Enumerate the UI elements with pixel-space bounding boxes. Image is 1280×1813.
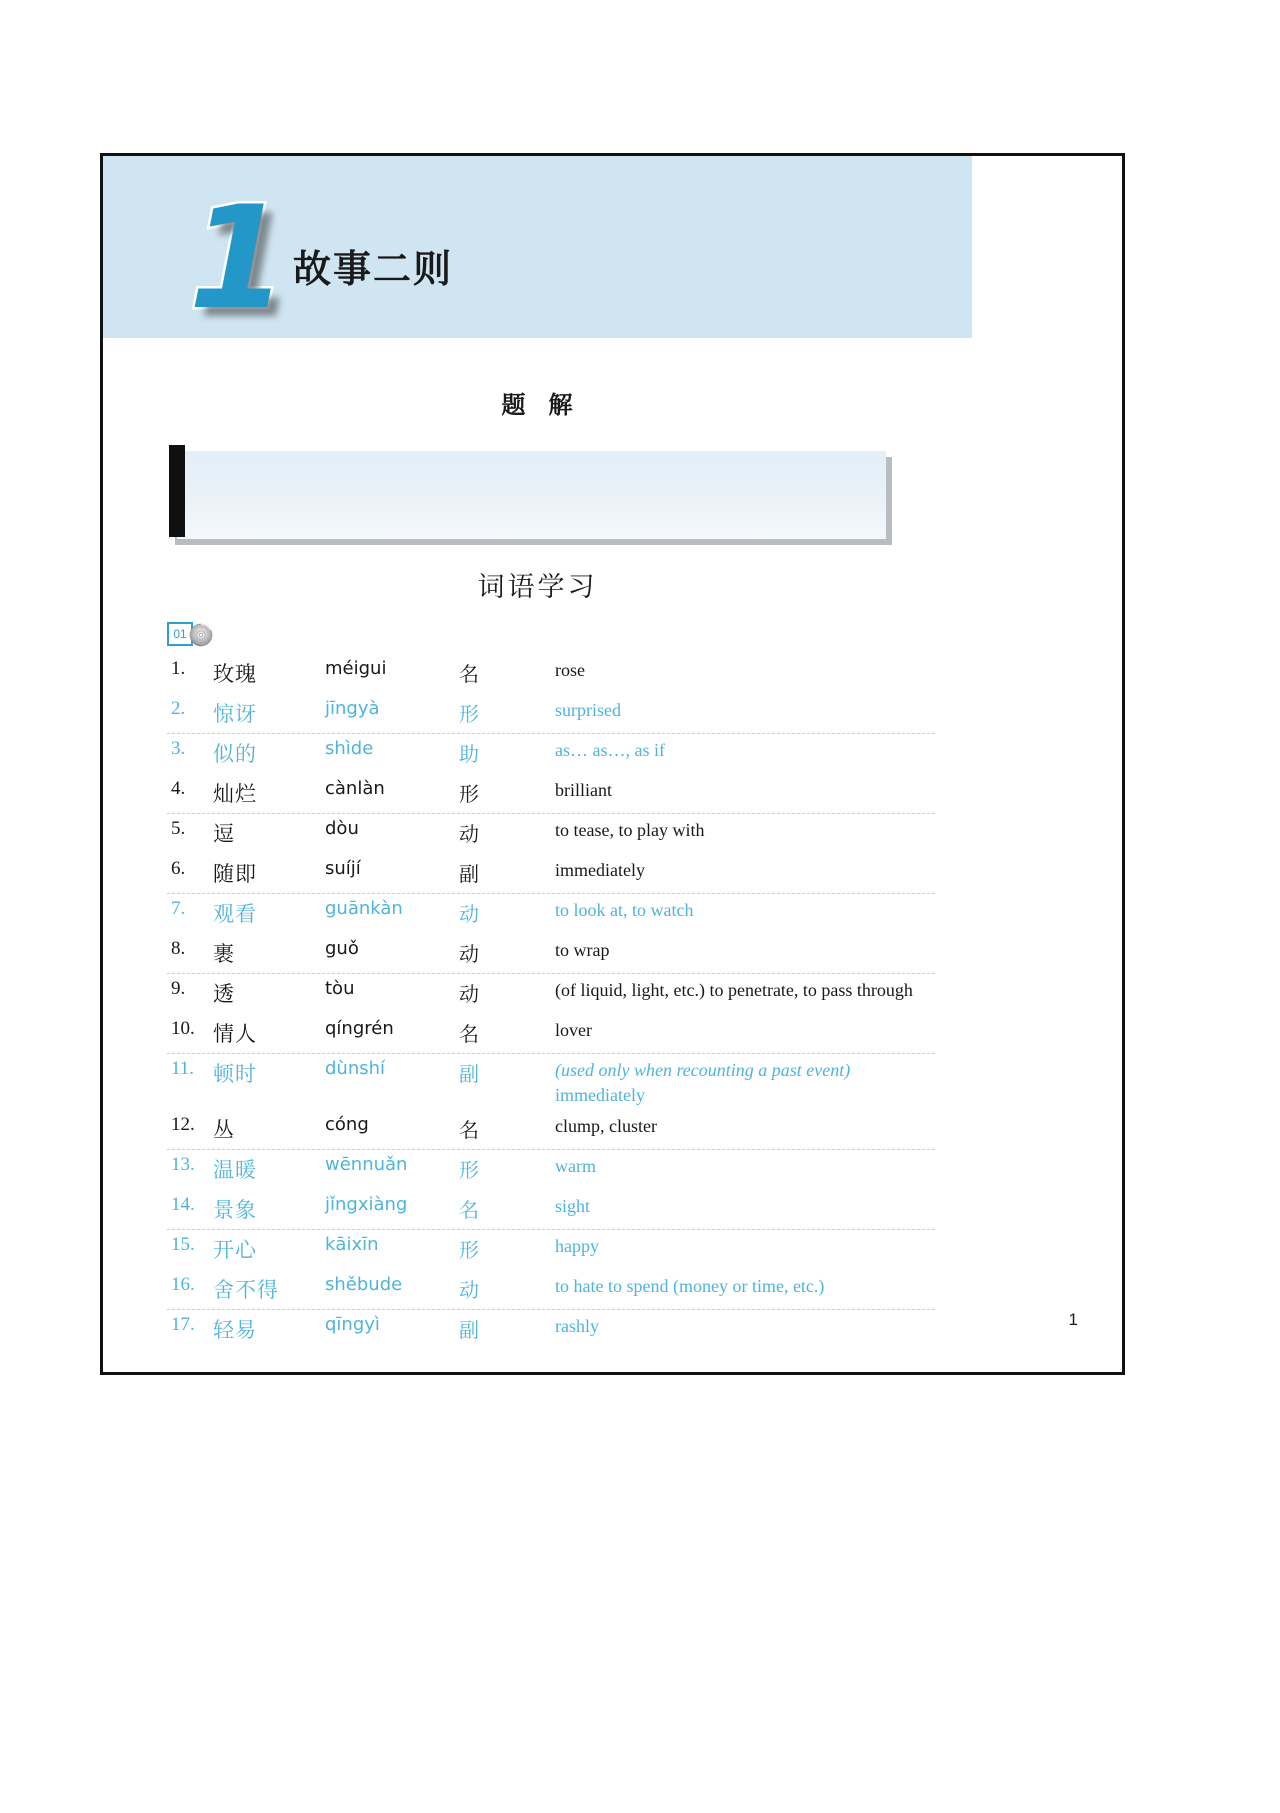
quote-accent-bar xyxy=(169,445,185,537)
vocabulary-row xyxy=(167,694,927,734)
vocabulary-row xyxy=(167,654,927,694)
vocabulary-word: 温暖 xyxy=(213,1158,257,1182)
vocabulary-definition: to look at, to watch xyxy=(555,900,694,920)
vocabulary-row xyxy=(167,1054,927,1110)
quote-box xyxy=(177,451,886,539)
vocabulary-pinyin: jīngyà xyxy=(325,698,380,719)
vocabulary-definition: warm xyxy=(555,1156,596,1176)
vocabulary-part-of-speech: 形 xyxy=(459,784,479,806)
vocabulary-word: 景象 xyxy=(213,1198,257,1222)
section-heading-tijie xyxy=(103,385,972,420)
vocabulary-index: 7. xyxy=(171,898,186,919)
vocabulary-definition: to wrap xyxy=(555,940,610,960)
quote-callout xyxy=(169,451,886,539)
vocabulary-part-of-speech: 动 xyxy=(459,1280,479,1302)
vocabulary-pinyin: cànlàn xyxy=(325,778,385,799)
vocabulary-index: 12. xyxy=(171,1114,195,1135)
section-heading-vocabulary: 词语学习 xyxy=(477,572,598,603)
vocabulary-word: 逗 xyxy=(213,822,235,846)
vocabulary-index: 15. xyxy=(171,1234,195,1255)
vocabulary-word: 随即 xyxy=(213,862,257,886)
vocabulary-word: 观看 xyxy=(213,902,257,926)
vocabulary-pinyin: dòu xyxy=(325,818,359,839)
vocabulary-definition: lover xyxy=(555,1020,592,1040)
vocabulary-definition: rose xyxy=(555,660,585,680)
vocabulary-word: 透 xyxy=(213,982,235,1006)
vocabulary-part-of-speech: 形 xyxy=(459,704,479,726)
vocabulary-row xyxy=(167,734,927,774)
vocabulary-part-of-speech: 形 xyxy=(459,1240,479,1262)
vocabulary-pinyin: shìde xyxy=(325,738,374,759)
vocabulary-word: 似的 xyxy=(213,742,257,766)
vocabulary-part-of-speech: 动 xyxy=(459,984,479,1006)
vocabulary-part-of-speech: 形 xyxy=(459,1160,479,1182)
vocabulary-pinyin: qíngrén xyxy=(325,1018,394,1039)
vocabulary-word: 玫瑰 xyxy=(213,662,257,686)
vocabulary-index: 2. xyxy=(171,698,186,719)
vocabulary-part-of-speech: 动 xyxy=(459,944,479,966)
vocabulary-row xyxy=(167,894,927,934)
vocabulary-index: 6. xyxy=(171,858,186,879)
vocabulary-part-of-speech: 名 xyxy=(459,1200,479,1222)
vocabulary-pinyin: qīngyì xyxy=(325,1314,380,1335)
vocabulary-pinyin: suíjí xyxy=(325,858,361,879)
chapter-number: 1 xyxy=(188,176,284,341)
vocabulary-part-of-speech: 名 xyxy=(459,664,479,686)
vocabulary-definition: to hate to spend (money or time, etc.) xyxy=(555,1276,825,1296)
audio-track-marker[interactable] xyxy=(167,622,225,648)
vocabulary-word: 舍不得 xyxy=(213,1278,279,1302)
vocabulary-definition: to tease, to play with xyxy=(555,820,705,840)
vocabulary-definition: clump, cluster xyxy=(555,1116,657,1136)
vocabulary-index: 16. xyxy=(171,1274,195,1295)
vocabulary-definition xyxy=(555,1058,927,1108)
vocabulary-row xyxy=(167,854,927,894)
vocabulary-definition: brilliant xyxy=(555,780,612,800)
vocabulary-pinyin: cóng xyxy=(325,1114,369,1135)
vocabulary-part-of-speech: 副 xyxy=(459,1320,479,1342)
vocabulary-definition: happy xyxy=(555,1236,599,1256)
vocabulary-part-of-speech: 副 xyxy=(459,1064,479,1086)
vocabulary-definition: surprised xyxy=(555,700,621,720)
vocabulary-word: 轻易 xyxy=(213,1318,257,1342)
vocabulary-word: 丛 xyxy=(213,1118,235,1142)
cd-disc-icon xyxy=(189,623,213,647)
vocabulary-index: 11. xyxy=(171,1058,195,1079)
vocabulary-pinyin: jǐngxiàng xyxy=(325,1194,408,1215)
tijie-heading-char-2: 解 xyxy=(548,393,574,419)
vocabulary-pinyin: guǒ xyxy=(325,938,359,959)
vocabulary-list xyxy=(167,654,927,1350)
chapter-banner xyxy=(103,156,972,341)
vocabulary-row xyxy=(167,934,927,974)
page-title: 故事二则 xyxy=(293,249,454,291)
vocabulary-row xyxy=(167,974,927,1014)
vocabulary-row xyxy=(167,1190,927,1230)
vocabulary-index: 14. xyxy=(171,1194,195,1215)
vocabulary-row xyxy=(167,774,927,814)
vocabulary-index: 4. xyxy=(171,778,186,799)
vocabulary-part-of-speech: 动 xyxy=(459,824,479,846)
audio-track-number: 01 xyxy=(167,622,193,646)
vocabulary-part-of-speech: 名 xyxy=(459,1120,479,1142)
vocabulary-row xyxy=(167,814,927,854)
vocabulary-row xyxy=(167,1150,927,1190)
vocabulary-pinyin: dùnshí xyxy=(325,1058,386,1079)
vocabulary-pinyin: tòu xyxy=(325,978,355,999)
page-number: 1 xyxy=(1068,1310,1078,1329)
tijie-heading-char-1: 题 xyxy=(501,393,527,419)
vocabulary-definition: (of liquid, light, etc.) to penetrate, to pass through xyxy=(555,980,913,1000)
vocabulary-index: 5. xyxy=(171,818,186,839)
vocabulary-word: 灿烂 xyxy=(213,782,257,806)
vocabulary-index: 17. xyxy=(171,1314,195,1335)
vocabulary-part-of-speech: 名 xyxy=(459,1024,479,1046)
vocabulary-row xyxy=(167,1110,927,1150)
vocabulary-word: 惊讶 xyxy=(213,702,257,726)
textbook-page xyxy=(100,153,1125,1375)
vocabulary-definition-text: immediately xyxy=(555,1085,645,1105)
vocabulary-row xyxy=(167,1270,927,1310)
vocabulary-part-of-speech: 动 xyxy=(459,904,479,926)
vocabulary-index: 10. xyxy=(171,1018,195,1039)
vocabulary-definition-note: (used only when recounting a past event) xyxy=(555,1060,851,1080)
vocabulary-definition: sight xyxy=(555,1196,591,1216)
vocabulary-index: 13. xyxy=(171,1154,195,1175)
vocabulary-row xyxy=(167,1310,927,1350)
vocabulary-definition: as… as…, as if xyxy=(555,740,665,760)
vocabulary-pinyin: shěbude xyxy=(325,1274,403,1295)
vocabulary-pinyin: guānkàn xyxy=(325,898,403,919)
vocabulary-part-of-speech: 助 xyxy=(459,744,479,766)
vocabulary-pinyin: kāixīn xyxy=(325,1234,379,1255)
vocabulary-index: 8. xyxy=(171,938,186,959)
vocabulary-pinyin: méigui xyxy=(325,658,387,679)
vocabulary-row xyxy=(167,1014,927,1054)
vocabulary-definition: rashly xyxy=(555,1316,599,1336)
vocabulary-word: 裹 xyxy=(213,942,235,966)
vocabulary-word: 顿时 xyxy=(213,1062,257,1086)
vocabulary-pinyin: wēnnuǎn xyxy=(325,1154,408,1175)
vocabulary-row xyxy=(167,1230,927,1270)
vocabulary-word: 开心 xyxy=(213,1238,257,1262)
vocabulary-definition: immediately xyxy=(555,860,645,880)
vocabulary-index: 3. xyxy=(171,738,186,759)
vocabulary-word: 情人 xyxy=(213,1022,257,1046)
vocabulary-index: 9. xyxy=(171,978,186,999)
vocabulary-part-of-speech: 副 xyxy=(459,864,479,886)
vocabulary-index: 1. xyxy=(171,658,186,679)
